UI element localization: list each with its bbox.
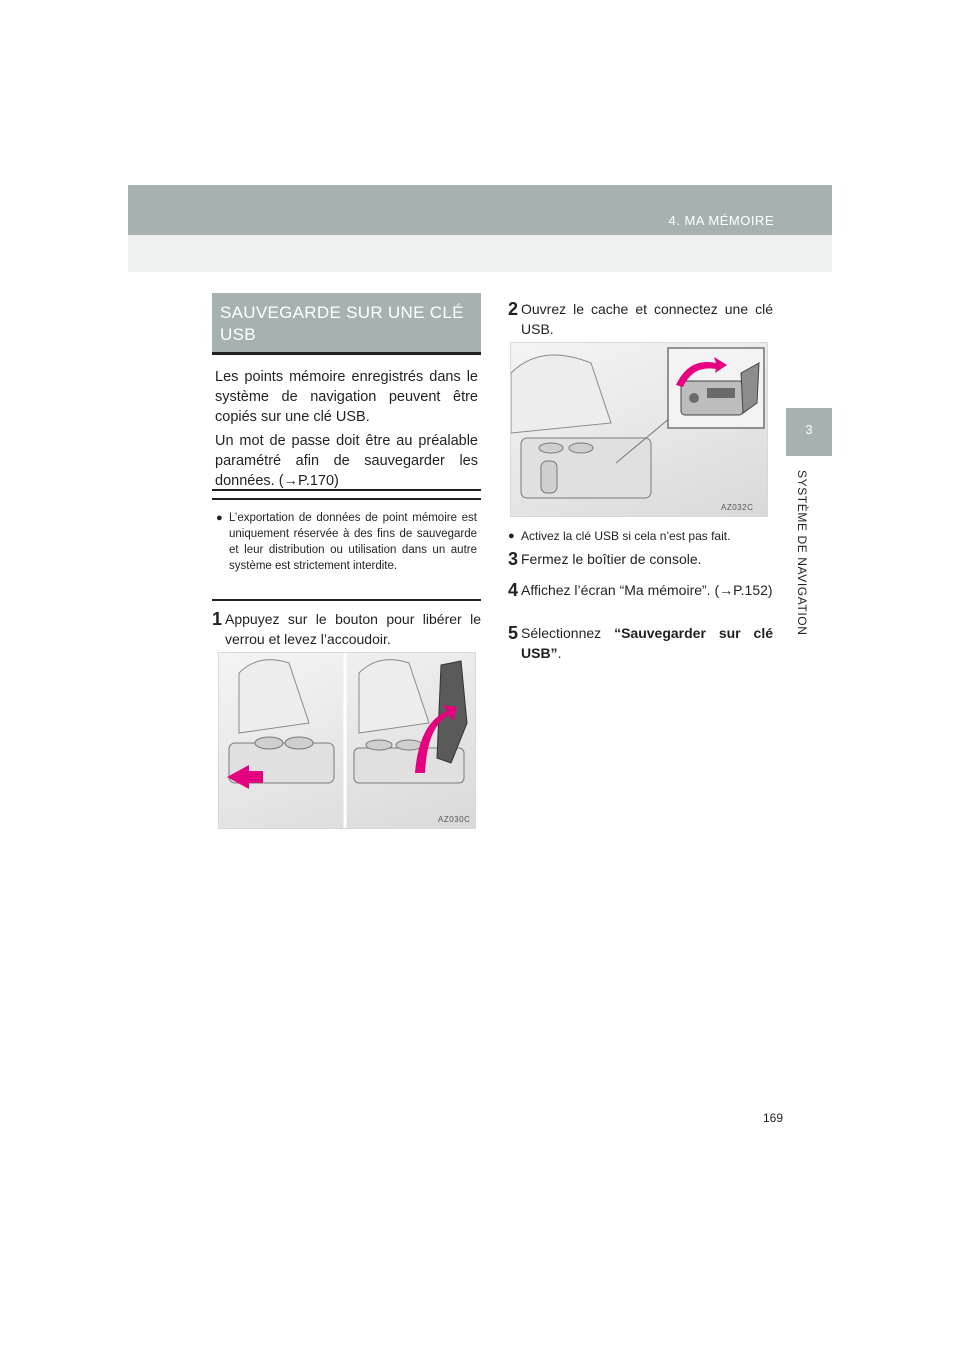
chapter-number: 3 (805, 422, 813, 437)
intro-paragraph-2: Un mot de passe doit être au préalable paramétré afin de sauvegarder les données. (→P.170) (215, 433, 478, 489)
step-text: Fermez le boîtier de console. (521, 551, 702, 567)
step-1 (212, 609, 481, 649)
console-usb-drawing (511, 343, 767, 516)
note-text: L’exportation de données de point mémoire est uniquement réservée à des fins de sauvegarde et leur distribution ou utilisation dans un autre système est strictement interdite. (229, 512, 477, 572)
step-text (521, 623, 773, 663)
step-4 (508, 580, 773, 600)
section-heading-text: SAUVEGARDE SUR UNE CLÉ USB (220, 303, 464, 344)
section-heading (212, 293, 481, 355)
armrest-illustration (218, 652, 476, 829)
step-number: 5 (508, 623, 519, 643)
header-subband (128, 235, 832, 272)
step-text: Ouvrez le cache et connectez une clé USB. (521, 301, 773, 337)
figure-code: AZ032C (721, 503, 754, 512)
armrest-drawing (219, 653, 475, 828)
step-2-note (508, 528, 730, 544)
intro-paragraph-1: Les points mémoire enregistrés dans le système de navigation peuvent être copiés sur une clé USB. (215, 369, 478, 425)
step-number: 3 (508, 549, 519, 569)
intro-box (212, 359, 481, 491)
console-usb-illustration (510, 342, 768, 517)
step-number: 1 (212, 609, 223, 629)
step-5-prefix: Sélectionnez (521, 625, 615, 641)
step-5-suffix: . (557, 645, 562, 661)
note-item (216, 510, 477, 574)
section-title: 4. MA MÉMOIRE (668, 213, 774, 228)
step-3 (508, 549, 773, 569)
note-box (212, 498, 481, 601)
step-number: 4 (508, 580, 519, 600)
bullet-icon: ● (216, 512, 223, 524)
step-2-note-text: Activez la clé USB si cela n’est pas fait. (521, 529, 731, 543)
header-band (128, 185, 832, 235)
step-5 (508, 623, 773, 663)
step-2 (508, 299, 773, 339)
chapter-tab (786, 408, 832, 456)
chapter-title: SYSTÈME DE NAVIGATION (795, 470, 809, 636)
step-number: 2 (508, 299, 519, 319)
figure-code: AZ030C (438, 815, 471, 824)
step-5-menu-item: “Sauvegarder sur clé USB” (521, 625, 773, 661)
step-text: Affichez l’écran “Ma mémoire”. (→P.152) (521, 582, 773, 598)
page-number: 169 (763, 1111, 784, 1125)
step-text: Appuyez sur le bouton pour libérer le verrou et levez l’accoudoir. (225, 611, 481, 647)
bullet-icon: ● (508, 530, 515, 542)
